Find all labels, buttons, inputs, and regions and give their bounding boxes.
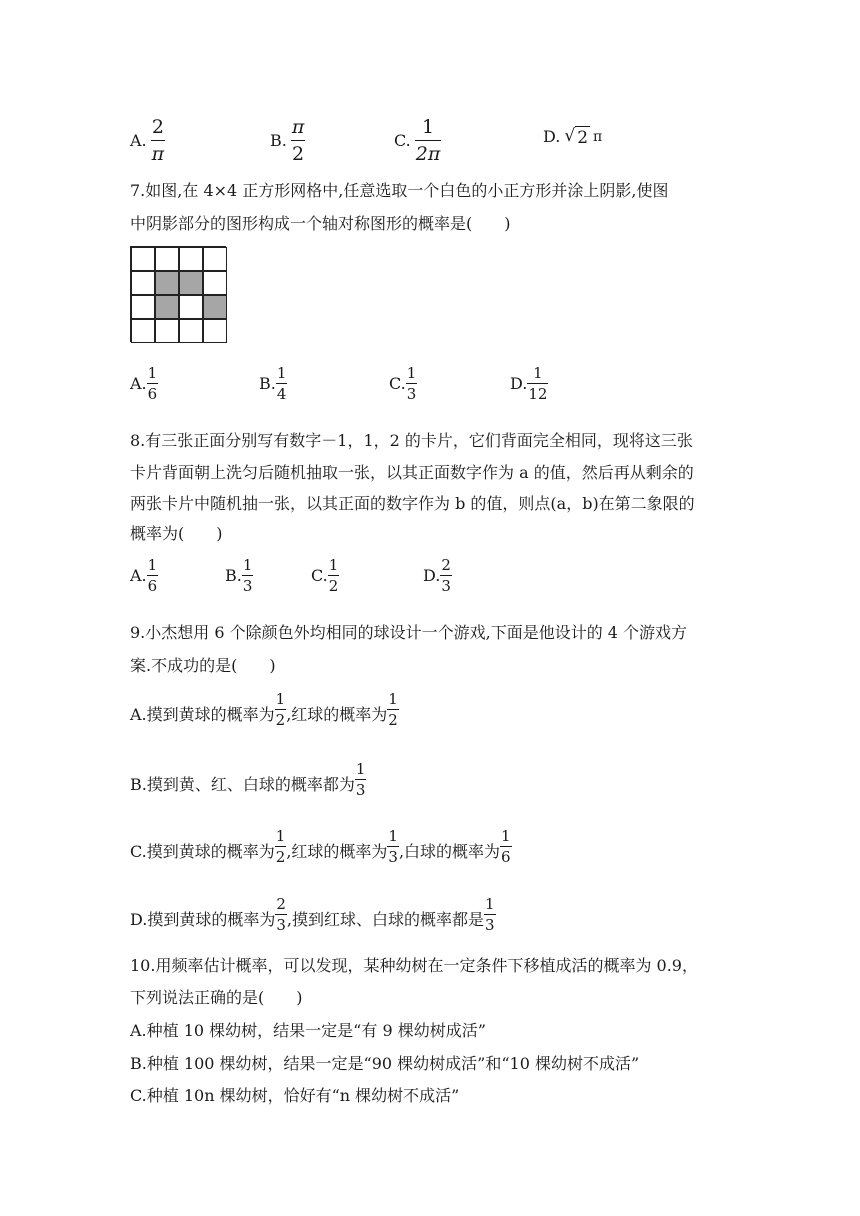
fraction (355, 762, 367, 798)
option-label: D. (510, 374, 528, 393)
denominator: π (151, 143, 165, 165)
q10-option-b: B.种植 100 棵幼树，结果一定是“90 棵幼树成活”和“10 棵幼树不成活” (130, 1054, 640, 1073)
numerator: 2 (276, 895, 286, 913)
fraction (440, 558, 452, 594)
denominator: 2 (275, 848, 286, 866)
numerator: 2 (151, 118, 166, 141)
q9-option-b (130, 762, 366, 798)
option-label: B. (259, 374, 276, 393)
q10-stem-line2: 下列说法正确的是( ) (130, 988, 303, 1007)
denominator: 4 (276, 385, 287, 403)
denominator: 2 (328, 577, 339, 595)
numerator: 1 (415, 118, 442, 141)
q9-option-a (130, 692, 399, 728)
q7-stem-line1: 7.如图,在 4×4 正方形网格中,任意选取一个白色的小正方形并涂上阴影,使图 (130, 181, 669, 200)
fraction (242, 558, 254, 594)
numerator: π (291, 118, 306, 141)
q7-option-c (389, 366, 417, 402)
option-text: D.摸到黄球的概率为 (130, 910, 276, 929)
grid-cell-white (155, 319, 179, 343)
denominator: 6 (501, 848, 511, 866)
q10-option-a: A.种植 10 棵幼树，结果一定是“有 9 棵幼树成活” (130, 1021, 486, 1040)
grid-cell-shaded (179, 271, 203, 295)
q8-option-a (130, 558, 158, 594)
grid-cell-white (131, 319, 155, 343)
option-label: D. (543, 127, 561, 146)
grid-cell-white (203, 271, 227, 295)
q6-option-a (130, 118, 165, 164)
numerator: 1 (276, 364, 287, 382)
option-label: D. (423, 566, 441, 585)
q7-stem-line2: 中阴影部分的图形构成一个轴对称图形的概率是( ) (130, 214, 511, 233)
q7-option-d (510, 366, 548, 402)
option-text: ,红球的概率为 (286, 705, 388, 724)
fraction (500, 829, 512, 865)
fraction (147, 558, 159, 594)
radicand: 2 (577, 128, 589, 148)
option-label: A. (130, 131, 147, 150)
q6-option-c (394, 118, 441, 164)
q8-option-d (423, 558, 452, 594)
grid-cell-shaded (203, 295, 227, 319)
q7-option-a (130, 366, 158, 402)
denominator: 2 (275, 711, 286, 729)
q6-option-b (270, 118, 305, 164)
numerator: 1 (147, 364, 158, 382)
numerator: 1 (275, 827, 286, 845)
square-root (564, 126, 590, 148)
fraction (275, 897, 287, 933)
q8-stem-line3: 两张卡片中随机抽一张，以其正面的数字作为 b 的值，则点(a，b)在第二象限的 (130, 494, 695, 513)
numerator: 1 (328, 556, 339, 574)
fraction (415, 118, 442, 164)
denominator: 3 (485, 916, 495, 934)
grid-cell-white (131, 271, 155, 295)
numerator: 1 (388, 827, 398, 845)
numerator: 2 (441, 556, 451, 574)
fraction (527, 366, 548, 402)
q6-option-d (543, 126, 602, 148)
grid-cell-shaded (155, 271, 179, 295)
option-text: C.摸到黄球的概率为 (130, 842, 275, 861)
denominator: 3 (406, 385, 417, 403)
pi-suffix: π (593, 129, 603, 145)
fraction (484, 897, 496, 933)
fraction (387, 692, 399, 728)
q7-option-b (259, 366, 287, 402)
denominator: 3 (388, 848, 398, 866)
numerator: 1 (527, 366, 548, 384)
numerator: 1 (275, 690, 286, 708)
grid-cell-white (179, 319, 203, 343)
grid-cell-white (179, 247, 203, 271)
grid-cell-white (203, 247, 227, 271)
grid-cell-white (131, 295, 155, 319)
numerator: 1 (485, 895, 495, 913)
grid-cell-white (203, 319, 227, 343)
option-text: ,红球的概率为 (286, 842, 388, 861)
q10-option-c: C.种植 10n 棵幼树，恰好有“n 棵幼树不成活” (130, 1086, 460, 1105)
q8-option-c (311, 558, 339, 594)
option-text: ,摸到红球、白球的概率都是 (286, 910, 484, 929)
option-label: A. (130, 374, 147, 393)
numerator: 1 (388, 690, 398, 708)
option-label: A. (130, 566, 147, 585)
denominator: 2π (415, 143, 441, 165)
fraction (291, 118, 306, 164)
grid-cell-white (155, 247, 179, 271)
denominator: 2 (292, 143, 305, 165)
fraction (328, 558, 340, 594)
option-label: C. (389, 374, 406, 393)
radical-sign-icon: √ (564, 126, 576, 146)
numerator: 1 (406, 364, 417, 382)
q9-stem-line2: 案.不成功的是( ) (130, 656, 276, 675)
q8-stem-line1: 8.有三张正面分别写有数字－1，1，2 的卡片，它们背面完全相同，现将这三张 (130, 431, 693, 450)
fraction (147, 366, 159, 402)
denominator: 3 (441, 577, 451, 595)
option-label: C. (394, 131, 411, 150)
fraction (276, 366, 288, 402)
q7-grid-figure (130, 246, 226, 342)
q8-option-b (225, 558, 253, 594)
denominator: 12 (528, 385, 548, 403)
numerator: 1 (501, 827, 511, 845)
q8-stem-line2: 卡片背面朝上洗匀后随机抽取一张，以其正面数字作为 a 的值，然后再从剩余的 (130, 463, 694, 482)
fraction (275, 692, 287, 728)
option-text: ,白球的概率为 (398, 842, 501, 861)
fraction (387, 829, 399, 865)
denominator: 6 (147, 577, 158, 595)
option-label: C. (311, 566, 328, 585)
denominator: 2 (388, 711, 398, 729)
numerator: 1 (242, 556, 253, 574)
option-label: B. (225, 566, 242, 585)
fraction (275, 829, 287, 865)
q8-stem-line4: 概率为( ) (130, 524, 223, 543)
fraction (151, 118, 166, 164)
denominator: 3 (242, 577, 253, 595)
q9-option-d (130, 897, 496, 933)
numerator: 1 (355, 760, 366, 778)
grid-cell-white (131, 247, 155, 271)
grid-cell-white (179, 295, 203, 319)
q9-stem-line1: 9.小杰想用 6 个除颜色外均相同的球设计一个游戏,下面是他设计的 4 个游戏方 (130, 623, 688, 642)
denominator: 6 (147, 385, 158, 403)
denominator: 3 (355, 781, 366, 799)
fraction (406, 366, 418, 402)
option-text: B.摸到黄、红、白球的概率都为 (130, 775, 355, 794)
q9-option-c (130, 829, 512, 865)
option-label: B. (270, 131, 287, 150)
q10-stem-line1: 10.用频率估计概率，可以发现，某种幼树在一定条件下移植成活的概率为 0.9， (130, 956, 698, 975)
denominator: 3 (276, 916, 286, 934)
option-text: A.摸到黄球的概率为 (130, 705, 275, 724)
numerator: 1 (147, 556, 158, 574)
grid-cell-shaded (155, 295, 179, 319)
